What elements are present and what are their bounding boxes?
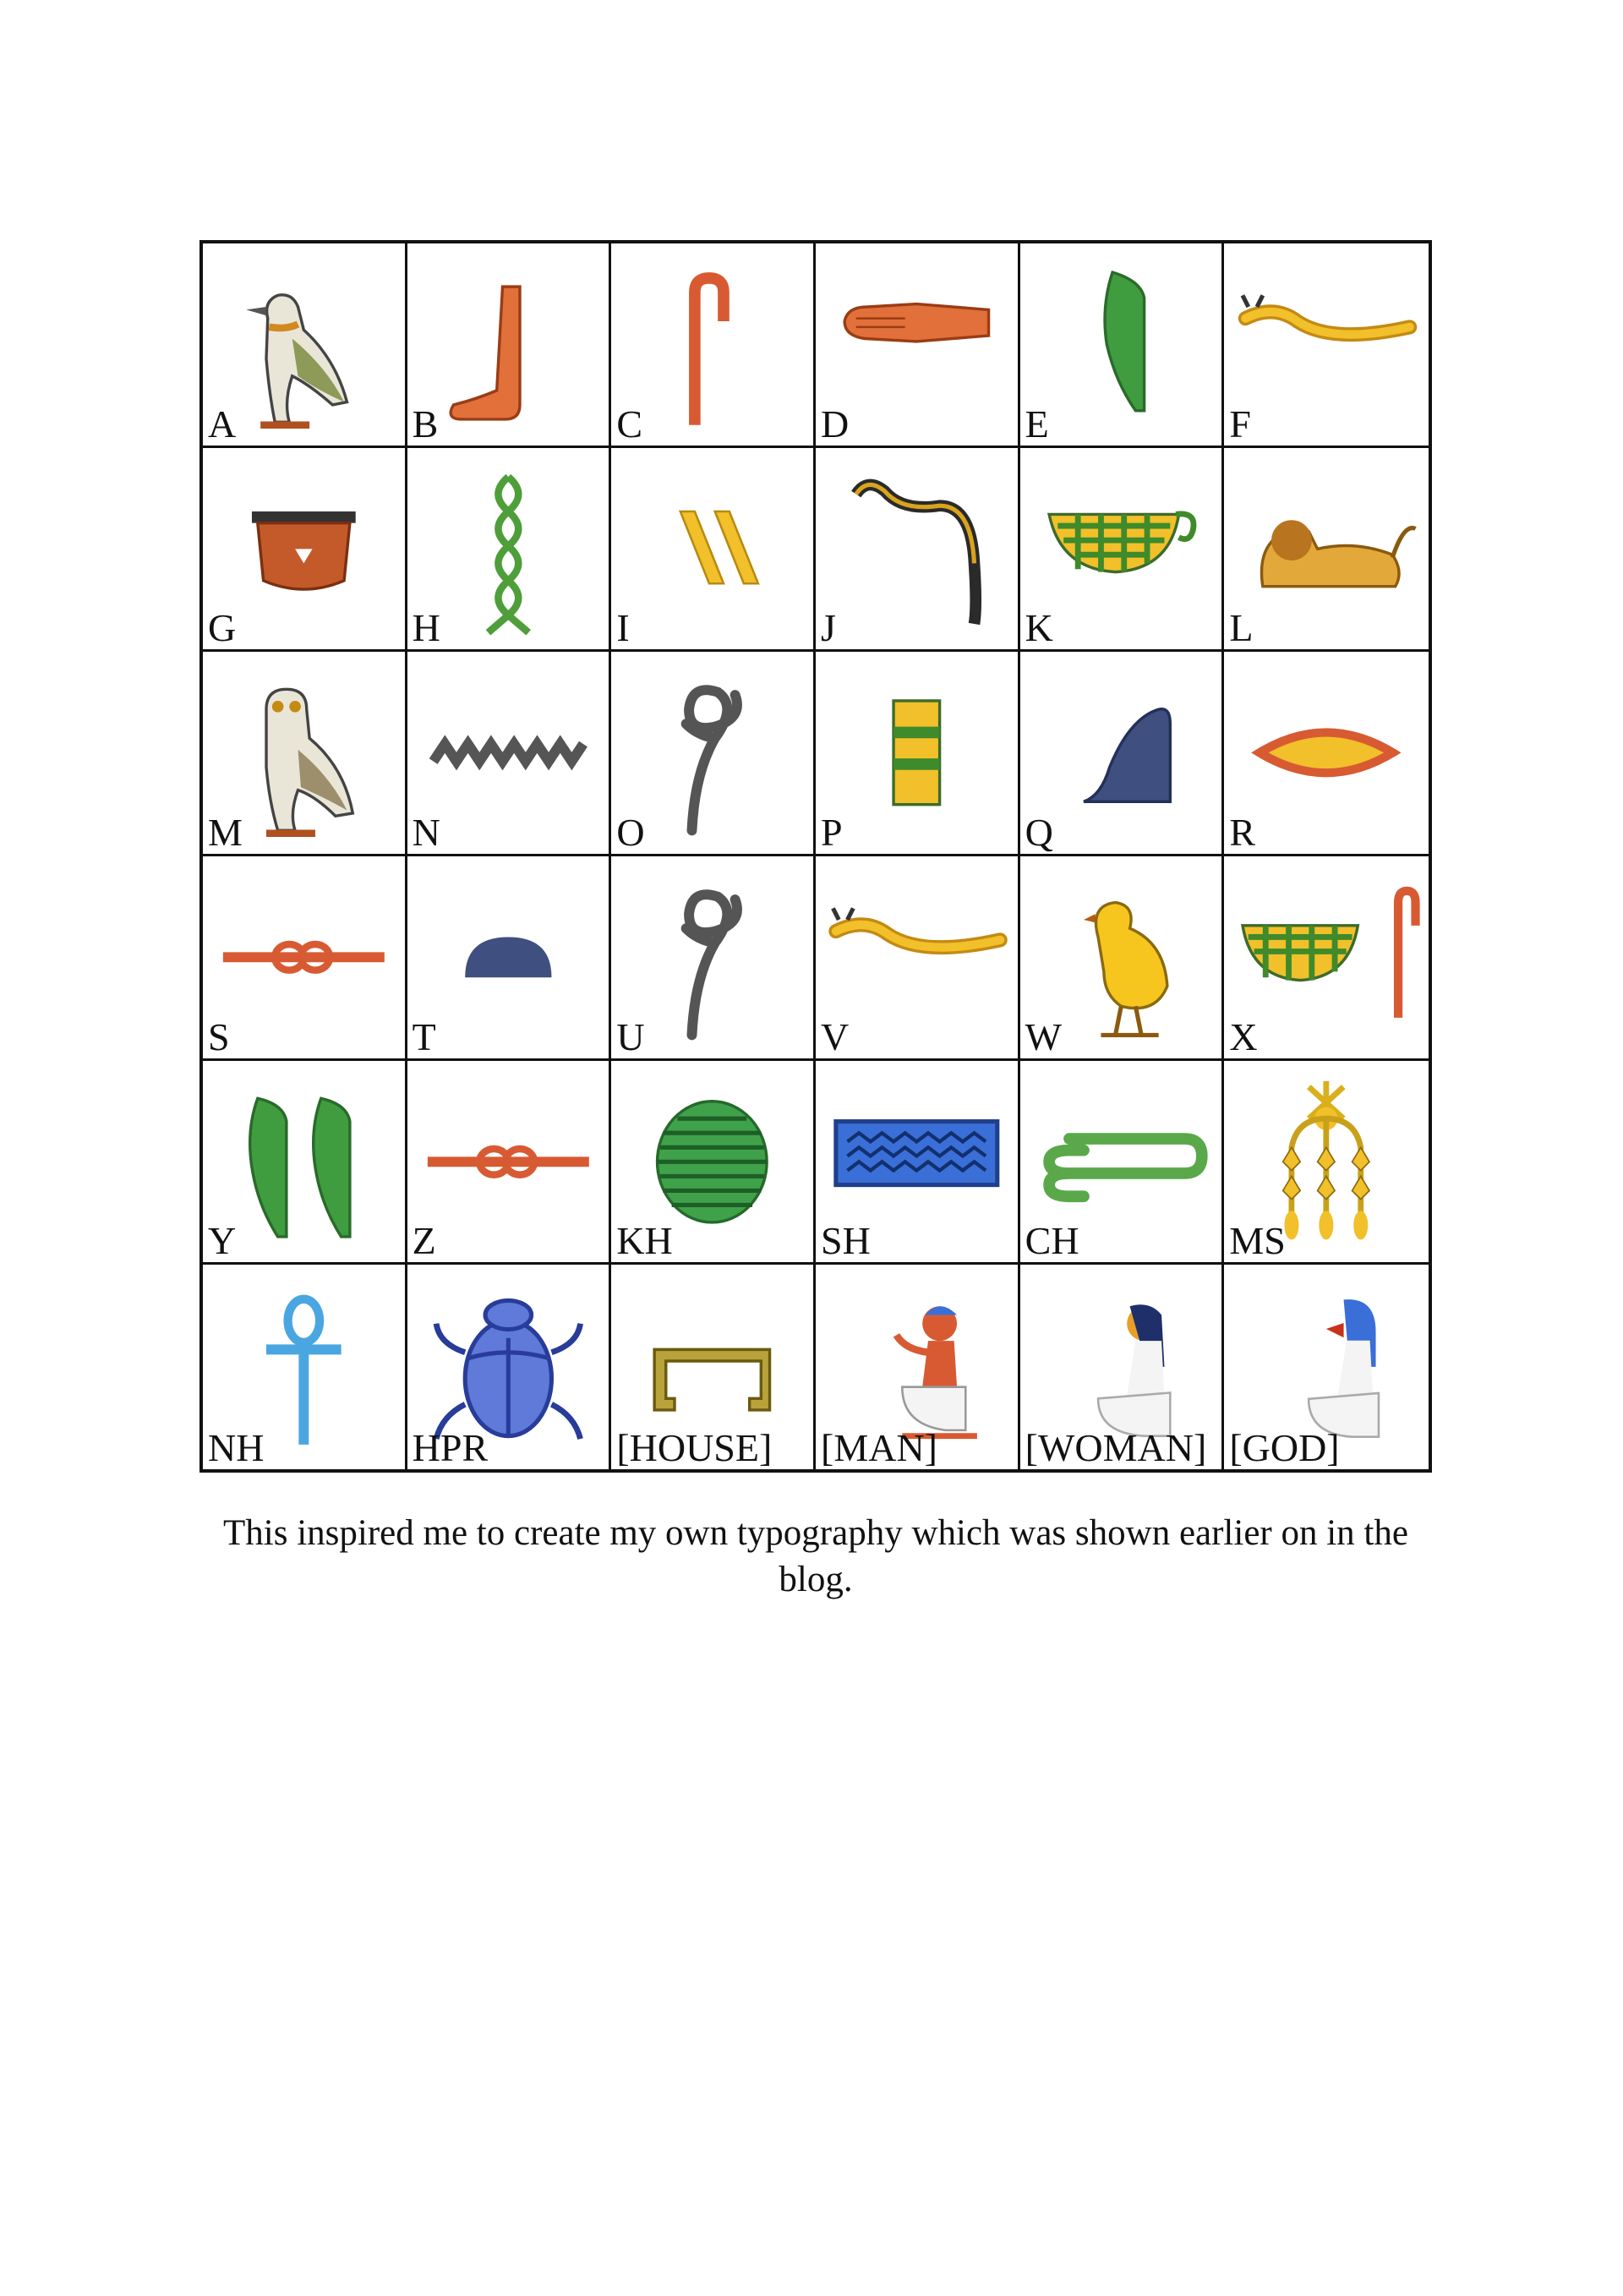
glyph-cell [1224,652,1429,856]
caption-text: This inspired me to create my own typography which was shown earlier on in the blog. [223,1513,1408,1600]
glyph-label: W [1025,1014,1063,1058]
glyph-label: [GOD] [1229,1426,1340,1469]
glyph-label: J [821,606,836,650]
door-bolt-icon [407,1061,609,1263]
glyph-cell [1020,448,1225,653]
glyph-label: R [1229,811,1256,854]
bread-loaf-icon [407,856,609,1058]
glyph-label: C [616,402,643,446]
glyph-label: Y [208,1219,237,1263]
glyph-label: KH [616,1219,673,1263]
reed-leaf-icon [1020,243,1222,446]
glyph-cell [611,652,816,856]
glyph-cell [407,1265,612,1469]
glyph-label: T [412,1014,436,1058]
glyph-label: U [616,1014,645,1058]
stool-icon [816,652,1018,854]
glyph-cell [1020,652,1225,856]
glyph-label: V [821,1014,850,1058]
glyph-label: HPR [412,1426,489,1469]
lion-icon [1224,448,1429,650]
glyph-cell [1224,243,1429,448]
glyph-label: A [208,402,237,446]
glyph-label: F [1229,402,1251,446]
glyph-cell [1020,1265,1225,1469]
glyph-cell [203,1061,407,1266]
door-bolt-icon [203,856,405,1058]
glyph-label: M [208,811,243,854]
glyph-cell [407,1061,612,1266]
glyph-label: Z [412,1219,436,1263]
glyph-cell [611,1061,816,1266]
glyph-label: K [1025,606,1053,650]
glyph-cell [407,652,612,856]
glyph-cell [1224,1061,1429,1266]
glyph-label: G [208,606,237,650]
glyph-cell [203,243,407,448]
glyph-cell [611,243,816,448]
glyph-cell [816,243,1020,448]
hieroglyph-alphabet-grid [199,240,1432,1473]
glyph-cell [203,448,407,653]
glyph-label: X [1229,1014,1258,1058]
glyph-cell [611,448,816,653]
glyph-label: CH [1025,1219,1079,1263]
glyph-cell [816,448,1020,653]
glyph-label: B [412,402,439,446]
glyph-cell [407,243,612,448]
double-stroke-icon [611,448,813,650]
glyph-cell [1224,856,1429,1061]
glyph-cell [816,652,1020,856]
glyph-cell [407,856,612,1061]
horned-viper-icon [1224,243,1429,446]
glyph-cell [203,652,407,856]
glyph-label: E [1025,402,1049,446]
glyph-label: L [1229,606,1254,650]
glyph-label: [WOMAN] [1025,1426,1207,1469]
glyph-cell [1020,1061,1225,1266]
glyph-cell [1224,448,1429,653]
glyph-label: I [616,606,630,650]
glyph-cell [1020,243,1225,448]
glyph-cell [203,856,407,1061]
glyph-cell [407,448,612,653]
glyph-label: [MAN] [821,1426,937,1469]
glyph-label: S [208,1014,230,1058]
glyph-label: NH [208,1426,265,1469]
glyph-cell [611,856,816,1061]
glyph-cell [816,856,1020,1061]
glyph-cell [203,1265,407,1469]
glyph-cell [1224,1265,1429,1469]
glyph-label: MS [1229,1219,1286,1263]
glyph-label: O [616,811,645,854]
glyph-label: H [412,606,440,650]
cobra-icon [816,448,1018,650]
glyph-cell [816,1061,1020,1266]
glyph-label: [HOUSE] [616,1426,773,1469]
glyph-label: P [821,811,843,854]
glyph-cell [816,1265,1020,1469]
glyph-label: N [412,811,440,854]
glyph-label: SH [821,1219,871,1263]
glyph-cell [1020,856,1225,1061]
glyph-label: D [821,402,850,446]
glyph-label: Q [1025,811,1053,854]
glyph-cell [611,1265,816,1469]
